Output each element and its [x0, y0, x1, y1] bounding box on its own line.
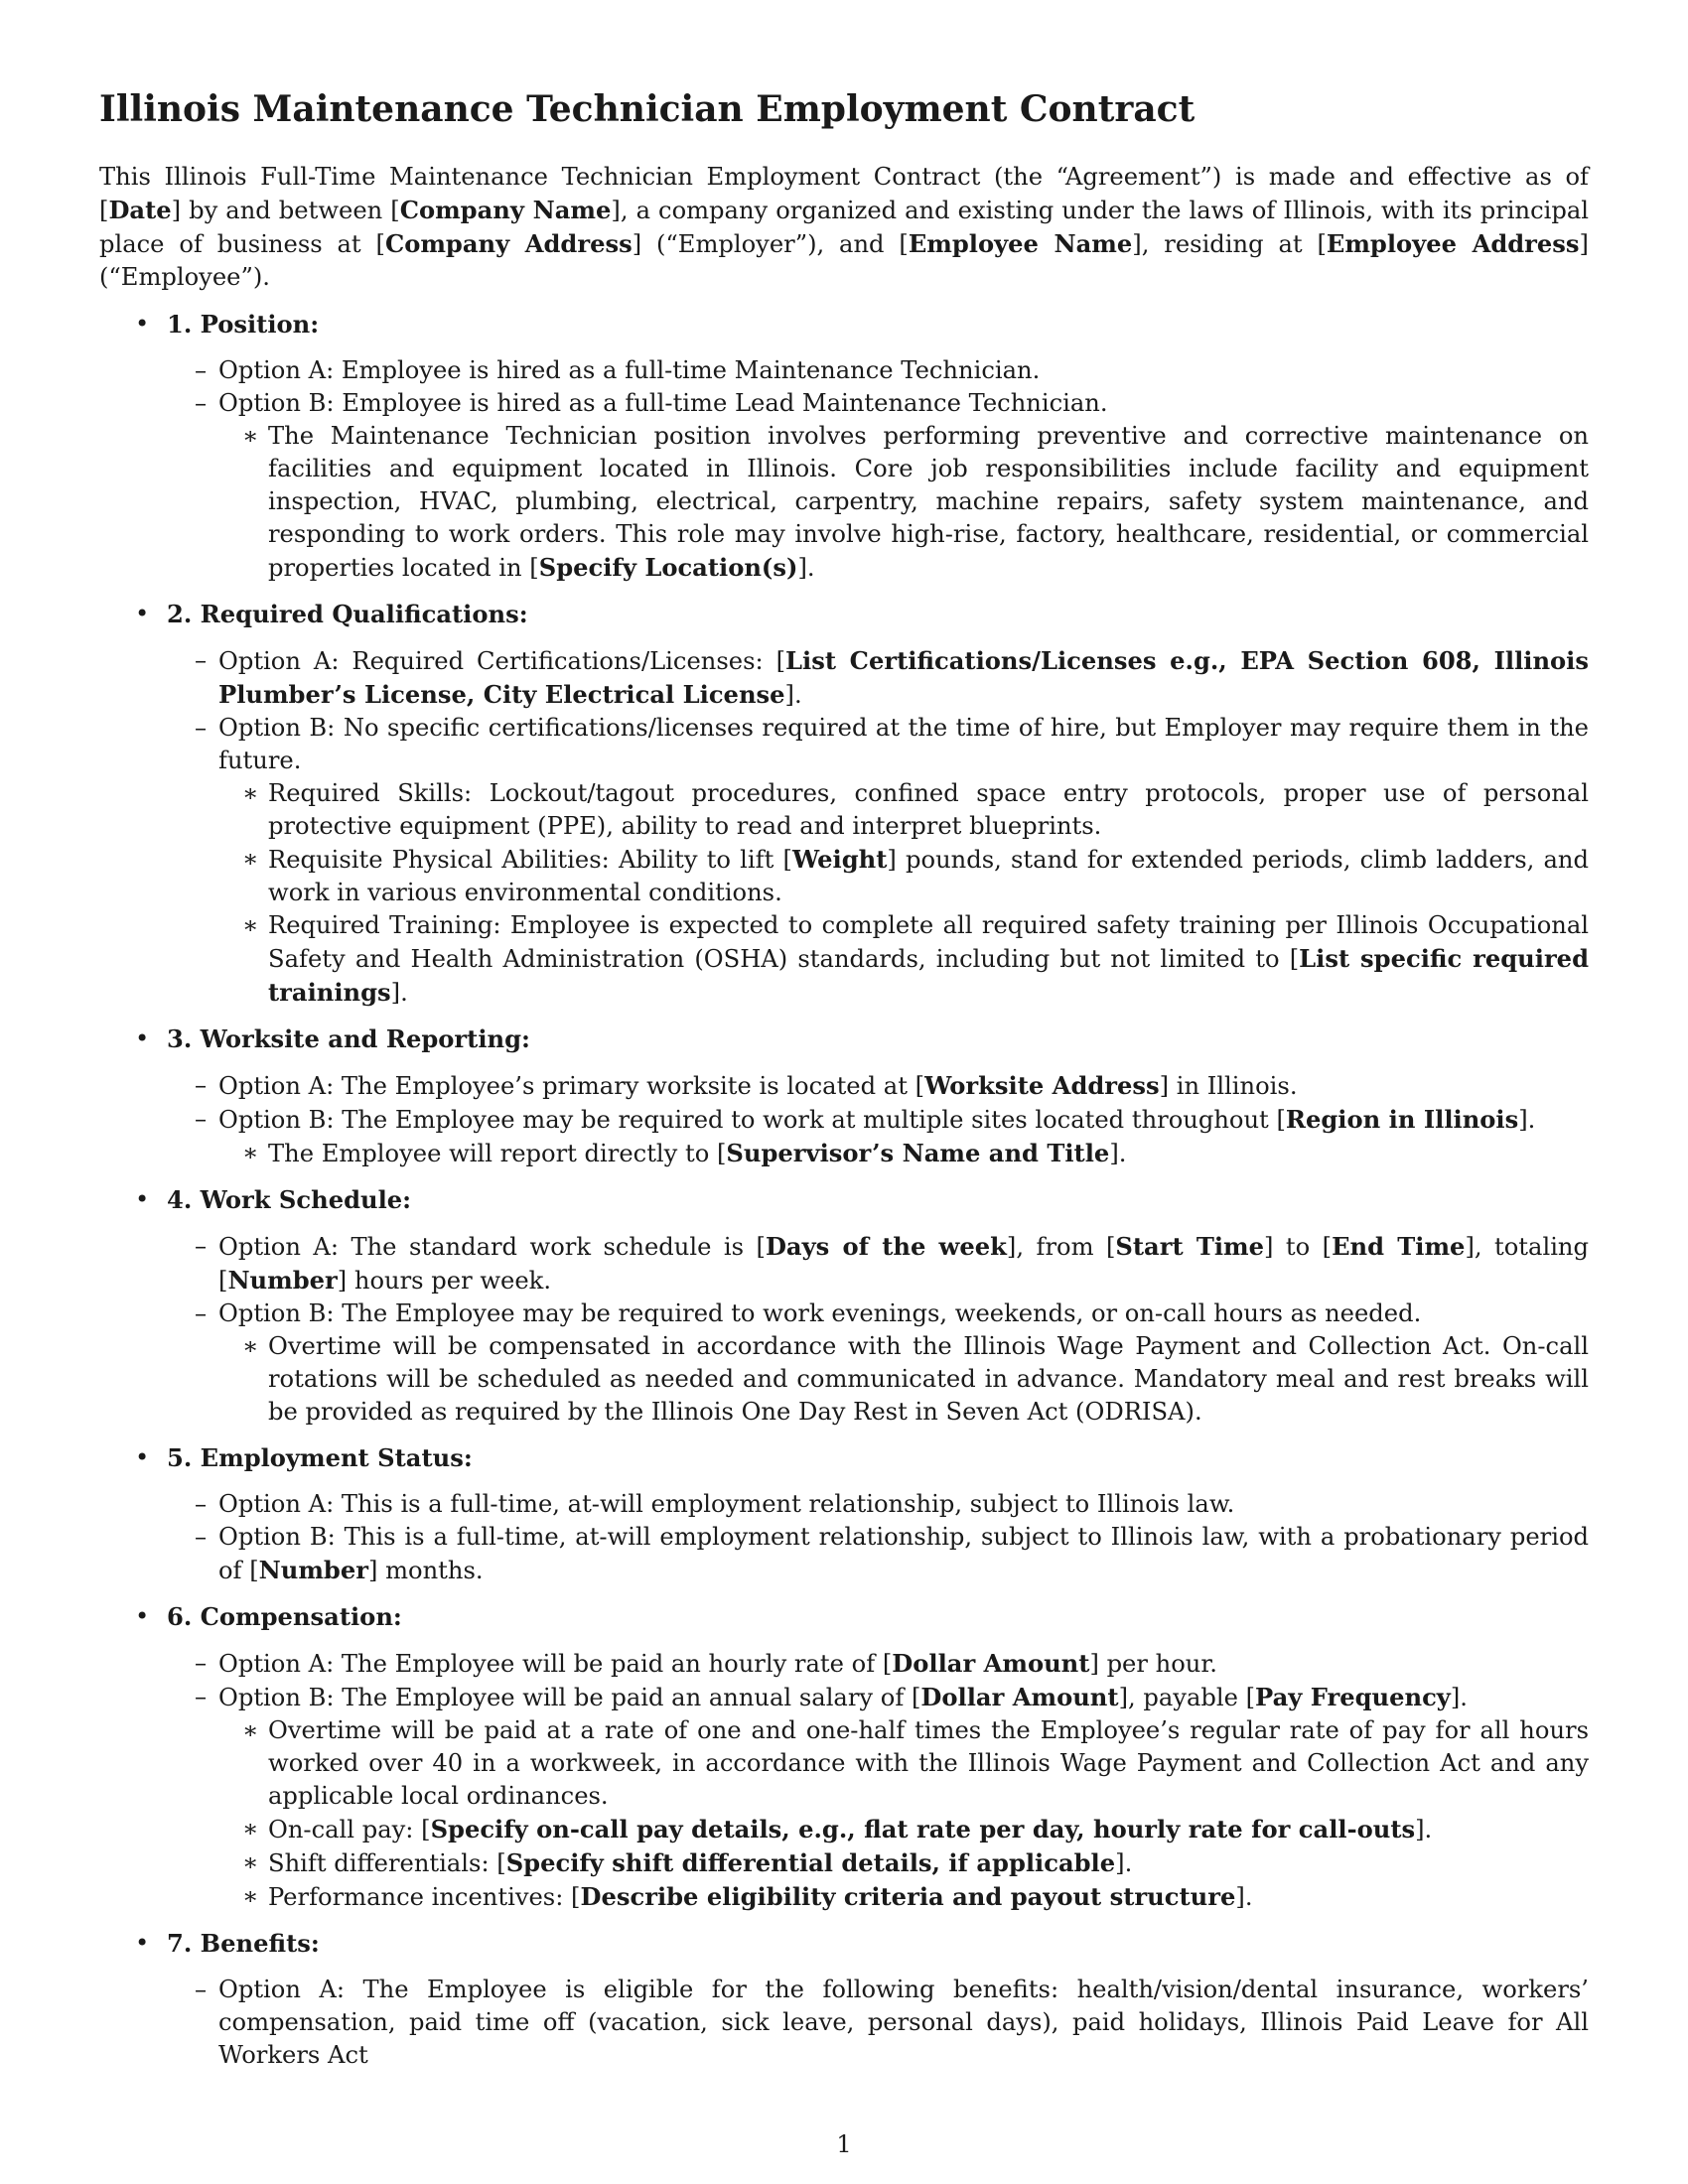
section-worksite-reporting — [99, 1023, 1589, 1170]
option-b: – Option B: Employee is hired as a full-time Lead Maintenance Technician. ∗ The Maintenance Technician position involves performing preventive and corrective maintenance on facilities and equipment located in Illinois. Core job responsibilities include facility and equipment inspection, HVAC, plumbing, electrical, carpentry, machine repairs, safety system maintenance, and responding to work orders. This role may involve high-rise, factory, healthcare, residential, or commercial properties located in [Specify Location(s)]. — [159, 387, 1589, 585]
document-title: Illinois Maintenance Technician Employment Contract — [99, 88, 1196, 130]
placeholder-company-address: Company Address — [384, 229, 633, 258]
asterisk-icon: ∗ — [242, 1815, 259, 1843]
dash-icon: – — [195, 1299, 208, 1327]
dash-icon: – — [195, 1071, 208, 1099]
asterisk-icon: ∗ — [242, 1139, 259, 1166]
asterisk-icon: ∗ — [242, 422, 259, 450]
option-a: – Option A: Employee is hired as a full-time Maintenance Technician. — [159, 354, 1589, 387]
placeholder-employee-address: Employee Address — [1326, 229, 1580, 258]
option-b: – Option B: The Employee may be required to work evenings, weekends, or on-call hours as needed. ∗ Overtime will be compensated in accordance with the Illinois Wage Payment and Collection Act. On-call rotations will be scheduled as needed and communicated in advance. Mandatory meal and rest breaks will be provided as required by the Illinois One Day Rest in Seven Act (ODRISA). — [159, 1297, 1589, 1429]
placeholder-employee-name: Employee Name — [908, 229, 1133, 258]
asterisk-icon: ∗ — [242, 1882, 259, 1910]
option-b: – Option B: The Employee will be paid an annual salary of [Dollar Amount], payable [Pay Frequency]. ∗ Overtime will be paid at a rate of one and one-half times the Employee’s regular rate of pay for all hours worked over 40 in a workweek, in accordance with the Illinois Wage Payment and Collection Act and any applicable local ordinances. ∗ On-call pay: [Specify on-call pay details, e.g., flat rate per day, hourly rate for call-outs]. ∗ Shift differentials: [Specify shift differential details, if applicable]. ∗ Performance incentives: [Describe eligibility criteria and payout structure]. — [159, 1681, 1589, 1914]
asterisk-icon: ∗ — [242, 1332, 259, 1360]
dash-icon: – — [195, 1683, 208, 1710]
section-title: 3. Worksite and Reporting: — [167, 1024, 530, 1053]
option-a: – Option A: The Employee is eligible for the following benefits: health/vision/dental insurance, workers’ compensation, paid time off (vacation, sick leave, personal days), paid holidays, Illinois Paid Leave for All Workers Act — [195, 1976, 1589, 2069]
dash-icon: – — [195, 1523, 208, 1551]
asterisk-icon: ∗ — [242, 845, 259, 873]
sub-item: ∗ Performance incentives: [Describe eligibility criteria and payout structure]. — [242, 1882, 1253, 1911]
dash-icon: – — [195, 1490, 208, 1518]
section-compensation — [99, 1600, 1589, 1914]
dash-icon: – — [195, 646, 208, 674]
dash-icon: – — [195, 714, 208, 742]
asterisk-icon: ∗ — [242, 1848, 259, 1876]
asterisk-icon: ∗ — [242, 779, 259, 807]
option-a: – Option A: The standard work schedule is [Days of the week], from [Start Time] to [End Time], totaling [Number] hours per week. — [195, 1232, 1589, 1295]
dash-icon: – — [195, 1649, 208, 1677]
sub-item: ∗ Requisite Physical Abilities: Ability to lift [Weight] pounds, stand for extended periods, climb ladders, and work in various environmental conditions. — [242, 845, 1589, 906]
bullet-icon: • — [135, 1929, 150, 1957]
placeholder-date: Date — [108, 196, 172, 224]
asterisk-icon: ∗ — [242, 1716, 259, 1744]
bullet-icon: • — [135, 1024, 150, 1052]
section-title: 5. Employment Status: — [167, 1443, 473, 1472]
dash-icon: – — [195, 356, 208, 384]
section-title: 4. Work Schedule: — [167, 1185, 412, 1214]
dash-icon: – — [195, 389, 208, 417]
section-employment-status — [99, 1441, 1589, 1587]
sections-list — [99, 308, 1589, 2072]
asterisk-icon: ∗ — [242, 911, 259, 939]
dash-icon: – — [195, 1976, 208, 2003]
option-b: – Option B: This is a full-time, at-will employment relationship, subject to Illinois law, with a probationary period of [Number] months. — [195, 1523, 1589, 1584]
bullet-icon: • — [135, 1443, 150, 1471]
bullet-icon: • — [135, 310, 150, 338]
sub-item: ∗ Shift differentials: [Specify shift differential details, if applicable]. — [242, 1848, 1133, 1877]
option-b: – Option B: The Employee may be required to work at multiple sites located throughout [Region in Illinois]. ∗ The Employee will report directly to [Supervisor’s Name and Title]. — [159, 1103, 1589, 1170]
section-benefits — [99, 1927, 1589, 2072]
option-a: – Option A: Required Certifications/Licenses: [List Certifications/Licenses e.g., EPA Section 608, Illinois Plumber’s License, City Electrical License]. — [195, 646, 1589, 709]
section-required-qualifications — [99, 598, 1589, 1010]
section-title: 2. Required Qualifications: — [167, 600, 528, 628]
option-a: – Option A: The Employee will be paid an hourly rate of [Dollar Amount] per hour. — [195, 1649, 1217, 1678]
sub-item: ∗ On-call pay: [Specify on-call pay details, e.g., flat rate per day, hourly rate for call-outs]. — [242, 1815, 1433, 1843]
page-number: 1 — [836, 2130, 852, 2158]
section-title: 6. Compensation: — [167, 1602, 402, 1631]
section-title: 7. Benefits: — [167, 1929, 320, 1958]
option-a: – Option A: This is a full-time, at-will employment relationship, subject to Illinois law. — [159, 1488, 1589, 1521]
option-a: – Option A: The Employee’s primary worksite is located at [Worksite Address] in Illinois. — [195, 1071, 1298, 1100]
sub-item: ∗ The Maintenance Technician position involves performing preventive and corrective maintenance on facilities and equipment located in Illinois. Core job responsibilities include facility and equipment inspection, HVAC, plumbing, electrical, carpentry, machine repairs, safety system maintenance, and responding to work orders. This role may involve high-rise, factory, healthcare, residential, or commercial properties located in [Specify Location(s)]. — [242, 422, 1589, 582]
dash-icon: – — [195, 1232, 208, 1260]
sub-item: ∗ Overtime will be paid at a rate of one and one-half times the Employee’s regular rate of pay for all hours worked over 40 in a workweek, in accordance with the Illinois Wage Payment and Collection Act and any applicable local ordinances. — [242, 1716, 1589, 1810]
sub-item: ∗ Required Training: Employee is expected to complete all required safety training per Illinois Occupational Safety and Health Administration (OSHA) standards, including but not limited to [List specific required trainings]. — [242, 911, 1589, 1007]
sub-item: ∗ Overtime will be compensated in accordance with the Illinois Wage Payment and Collection Act. On-call rotations will be scheduled as needed and communicated in advance. Mandatory meal and rest breaks will be provided as required by the Illinois One Day Rest in Seven Act (ODRISA). — [242, 1332, 1589, 1426]
option-b: – Option B: No specific certifications/licenses required at the time of hire, but Employer may require them in the future. ∗ Required Skills: Lockout/tagout procedures, confined space entry protocols, proper use of personal protective equipment (PPE), ability to read and interpret blueprints. ∗ Requisite Physical Abilities: Ability to lift [Weight] pounds, stand for extended periods, climb ladders, and work in various environmental conditions. ∗ Required Training: Employee is expected to complete all required safety training per Illinois Occupational Safety and Health Administration (OSHA) standards, including but not limited to [List specific required trainings]. — [159, 712, 1589, 1010]
dash-icon: – — [195, 1105, 208, 1133]
document-page — [99, 87, 1589, 2085]
intro-paragraph: This Illinois Full-Time Maintenance Technician Employment Contract (the “Agreement”) is made and effective as of [Date] by and between [Company Name], a company organized and existing under the laws of Illinois, with its principal place of business at [Company Address] (“Employer”), and [Employee Name], residing at [Employee Address] (“Employee”). — [99, 163, 1589, 291]
section-work-schedule — [99, 1183, 1589, 1429]
bullet-icon: • — [135, 600, 150, 627]
bullet-icon: • — [135, 1602, 150, 1630]
sub-item: ∗ The Employee will report directly to [Supervisor’s Name and Title]. — [242, 1139, 1127, 1167]
placeholder-company-name: Company Name — [399, 196, 612, 224]
bullet-icon: • — [135, 1185, 150, 1213]
sub-item: ∗ Required Skills: Lockout/tagout procedures, confined space entry protocols, proper use of personal protective equipment (PPE), ability to read and interpret blueprints. — [242, 779, 1589, 840]
section-position — [99, 308, 1589, 585]
section-title: 1. Position: — [167, 310, 320, 339]
